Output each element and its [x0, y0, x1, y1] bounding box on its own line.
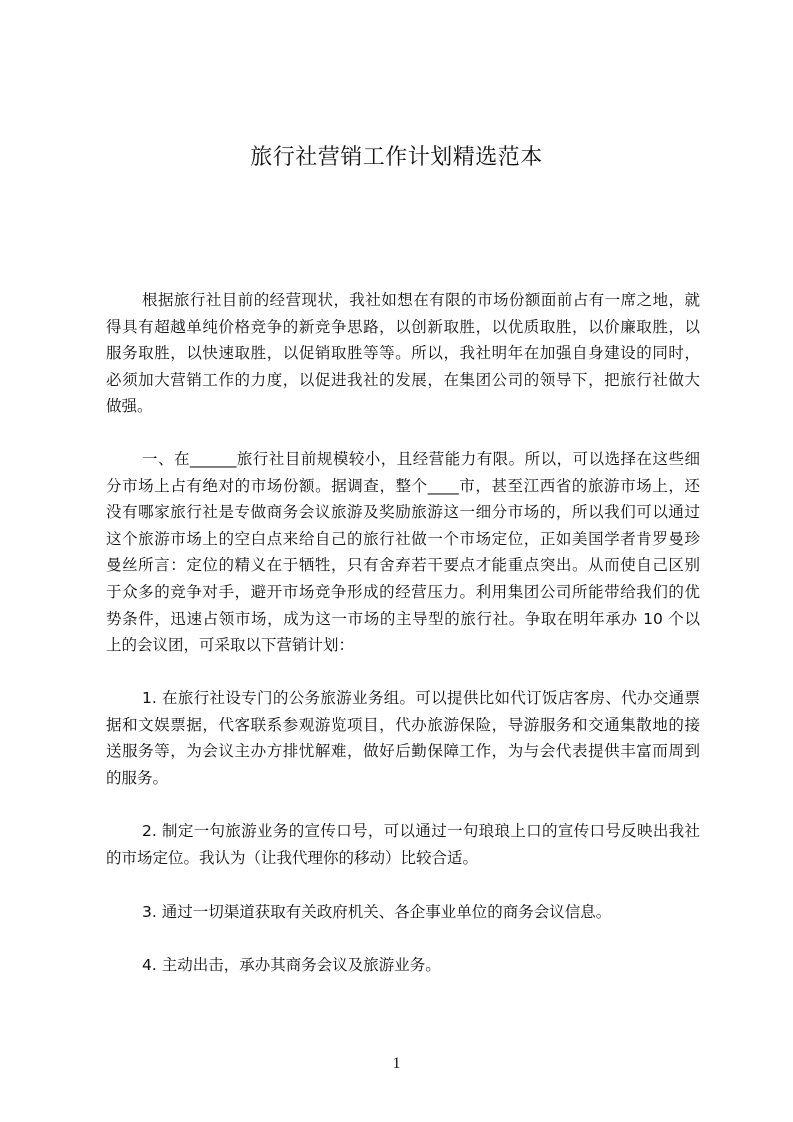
- text-line: 根据旅行社目前的经营现状，我社如想在有限的市场份额面前占有一席之地，就: [142, 291, 700, 309]
- text-line: 这个旅游市场上的空白点来给自己的旅行社做一个市场定位，正如美国学者肯罗曼珍: [106, 529, 700, 548]
- document-title: 旅行社营销工作计划精选范本: [250, 145, 543, 170]
- paragraph-section-1: [106, 446, 700, 659]
- paragraph-item-2: [106, 818, 700, 871]
- text-line: 分市场上占有绝对的市场份额。据调查，整个____市，甚至江西省的旅游市场上，还: [106, 476, 700, 495]
- text-line: 必须加大营销工作的力度，以促进我社的发展，在集团公司的领导下，把旅行社做大: [106, 370, 700, 389]
- text-line: 3. 通过一切渠道获取有关政府机关、各企事业单位的商务会议信息。: [142, 903, 612, 921]
- text-line: 送服务等，为会议主办方排忧解难，做好后勤保障工作，为与会代表提供丰富而周到: [106, 742, 700, 761]
- text-line: 势条件，迅速占领市场，成为这一市场的主导型的旅行社。争取在明年承办 10 个以: [106, 609, 700, 628]
- text-line: 的服务。: [106, 768, 169, 787]
- text-line: 4. 主动出击，承办其商务会议及旅游业务。: [142, 956, 441, 974]
- paragraph-item-4: [106, 952, 700, 979]
- text-line: 服务取胜，以快速取胜，以促销取胜等等。所以，我社明年在加强自身建设的同时，: [106, 344, 700, 363]
- paragraph-intro: [106, 287, 700, 420]
- text-line: 得具有超越单纯价格竞争的新竞争思路，以创新取胜，以优质取胜，以价廉取胜，以: [106, 317, 700, 336]
- paragraph-item-3: [106, 899, 700, 926]
- text-line: 一、在______旅行社目前规模较小，且经营能力有限。所以，可以选择在这些细: [142, 450, 700, 468]
- text-line: 于众多的竞争对手，避开市场竞争形成的经营压力。利用集团公司所能带给我们的优: [106, 582, 700, 601]
- text-line: 据和文娱票据，代客联系参观游览项目，代办旅游保险，导游服务和交通集散地的接: [106, 715, 700, 734]
- text-line: 做强。: [106, 397, 153, 416]
- text-line: 曼丝所言：定位的精义在于牺牲，只有舍弃若干要点才能重点突出。从而使自己区别: [106, 556, 700, 575]
- text-line: 的市场定位。我认为（让我代理你的移动）比较合适。: [106, 848, 479, 867]
- paragraph-item-1: [106, 685, 700, 791]
- text-line: 1. 在旅行社设专门的公务旅游业务组。可以提供比如代订饭店客房、代办交通票: [142, 689, 700, 707]
- text-line: 没有哪家旅行社是专做商务会议旅游及奖励旅游这一细分市场的，所以我们可以通过: [106, 503, 700, 522]
- text-line: 上的会议团，可采取以下营销计划：: [106, 636, 355, 655]
- text-line: 2. 制定一句旅游业务的宣传口号，可以通过一句琅琅上口的宣传口号反映出我社: [142, 822, 700, 840]
- page-number: 1: [392, 1055, 401, 1072]
